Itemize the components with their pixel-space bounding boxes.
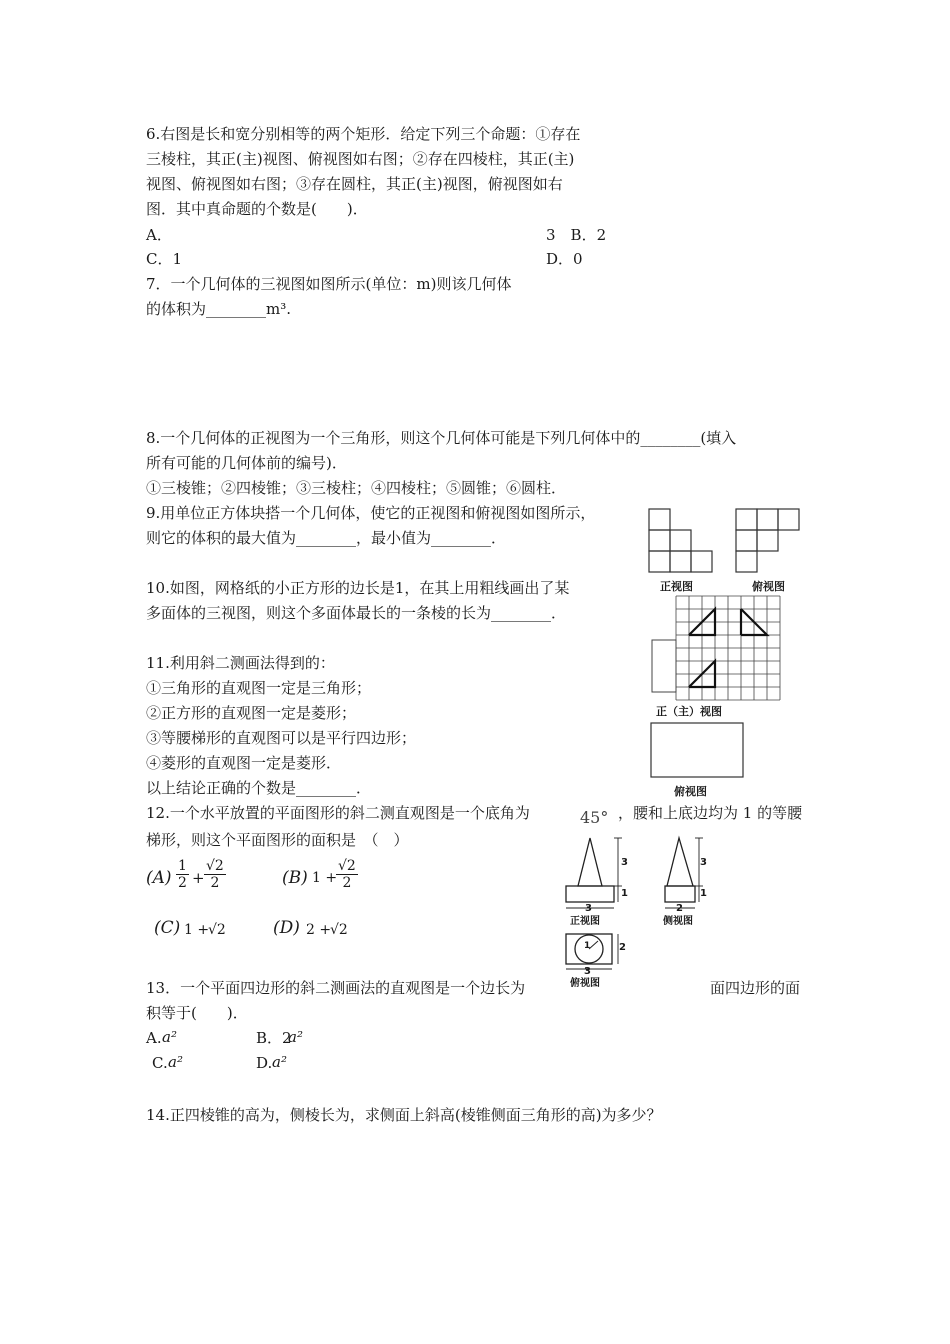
q10-grid-figure bbox=[650, 594, 780, 704]
frac-denominator: 2 bbox=[210, 875, 220, 891]
q12-option-d-two-plus: 2 + bbox=[306, 922, 332, 938]
q12-option-c-label: (C) bbox=[154, 918, 181, 938]
q7-line1: 7．一个几何体的三视图如图所示(单位：m)则该几何体 bbox=[146, 275, 512, 293]
q10-top-view-rect bbox=[650, 722, 744, 778]
q12-option-c-sqrt2: √2 bbox=[208, 922, 226, 938]
q11-line4: ③等腰梯形的直观图可以是平行四边形； bbox=[146, 729, 417, 747]
q9-line1: 9.用单位正方体块搭一个几何体，使它的正视图和俯视图如图所示， bbox=[146, 504, 596, 522]
q13-option-c: C. bbox=[152, 1054, 168, 1072]
q13-option-a: A. bbox=[146, 1029, 162, 1047]
q13-line1b: 面四边形的面 bbox=[710, 979, 801, 997]
q13-option-d: D. bbox=[256, 1054, 273, 1072]
q10-top-label: 俯视图 bbox=[674, 785, 707, 798]
q13-option-a-value: a² bbox=[162, 1028, 177, 1046]
q11-line2: ①三角形的直观图一定是三角形； bbox=[146, 679, 372, 697]
frac-denominator: 2 bbox=[342, 875, 352, 891]
q13-option-c-value: a² bbox=[168, 1053, 183, 1071]
q12-option-d-sqrt2: √2 bbox=[330, 922, 348, 938]
q6-option-c: C．1 bbox=[146, 250, 183, 268]
q11-line1: 11.利用斜二测画法得到的： bbox=[146, 654, 335, 672]
q7-side-dim-2: 2 bbox=[676, 903, 683, 914]
q7-top-radius-1: 1 bbox=[584, 941, 591, 951]
q8-line2: 所有可能的几何体前的编号)． bbox=[146, 454, 347, 472]
q6-option-a: A． bbox=[146, 226, 172, 244]
q6-line2: 三棱柱，其正(主)视图、俯视图如右图；②存在四棱柱，其正(主) bbox=[146, 150, 575, 168]
q12-option-d-label: (D) bbox=[273, 918, 300, 938]
q6-line3: 视图、俯视图如右图；③存在圆柱，其正(主)视图，俯视图如右 bbox=[146, 175, 563, 193]
q12-line1b: ，腰和上底边均为 1 的等腰 bbox=[618, 804, 803, 822]
q9-top-view-figure bbox=[735, 508, 799, 572]
q6-line4: 图．其中真命题的个数是( )． bbox=[146, 200, 368, 218]
q7-top-label: 俯视图 bbox=[570, 978, 600, 989]
q12-option-a-plus: + bbox=[192, 869, 205, 887]
q8-line1: 8.一个几何体的正视图为一个三角形，则这个几何体可能是下列几何体中的________(填入 bbox=[146, 429, 737, 447]
q12-option-a-fraction bbox=[176, 858, 189, 891]
q7-top-dim-3: 3 bbox=[584, 966, 591, 977]
q7-front-dim-bottom-3: 3 bbox=[585, 903, 592, 914]
frac-numerator: √2 bbox=[338, 858, 356, 874]
frac-denominator: 2 bbox=[178, 875, 187, 891]
q10-line2: 多面体的三视图，则这个多面体最长的一条棱的长为________． bbox=[146, 604, 567, 622]
q6-line1: 6.右图是长和宽分别相等的两个矩形．给定下列三个命题：①存在 bbox=[146, 125, 581, 143]
q12-option-a-sqrt-fraction bbox=[204, 858, 226, 891]
q7-front-view-figure bbox=[562, 836, 634, 916]
q12-angle: 45° bbox=[580, 808, 609, 827]
q11-line5: ④菱形的直观图一定是菱形． bbox=[146, 754, 342, 772]
q9-top-label: 俯视图 bbox=[752, 580, 785, 593]
q6-option-a-tail: 3 B．2 bbox=[546, 226, 607, 244]
q10-line1: 10.如图，网格纸的小正方形的边长是1，在其上用粗线画出了某 bbox=[146, 579, 570, 597]
q13-option-b-value: a² bbox=[288, 1028, 303, 1046]
q13-option-d-value: a² bbox=[272, 1053, 287, 1071]
frac-numerator: √2 bbox=[206, 858, 224, 874]
q13-line1a: 13．一个平面四边形的斜二测画法的直观图是一个边长为 bbox=[146, 979, 526, 997]
q7-front-dim-1: 1 bbox=[621, 888, 628, 899]
q6-option-d: D．0 bbox=[546, 250, 583, 268]
q12-option-a-label: (A) bbox=[146, 868, 172, 888]
q13-line2: 积等于( )． bbox=[146, 1004, 248, 1022]
q12-option-b-label: (B) bbox=[282, 868, 308, 888]
q7-front-label: 正视图 bbox=[570, 916, 600, 927]
q7-side-label: 侧视图 bbox=[663, 916, 693, 927]
q13-option-b: B．2 bbox=[256, 1029, 292, 1047]
q7-side-dim-3: 3 bbox=[700, 857, 707, 868]
q12-line1a: 12.一个水平放置的平面图形的斜二测直观图是一个底角为 bbox=[146, 804, 530, 822]
q7-side-view-figure bbox=[663, 836, 713, 916]
q12-option-c-one-plus: 1 + bbox=[184, 922, 210, 938]
q7-side-dim-1: 1 bbox=[700, 888, 707, 899]
q11-line6: 以上结论正确的个数是________． bbox=[146, 779, 372, 797]
q7-front-dim-3: 3 bbox=[621, 857, 628, 868]
q7-line2: 的体积为________m³. bbox=[146, 300, 292, 318]
q9-line2: 则它的体积的最大值为________，最小值为________． bbox=[146, 529, 507, 547]
q11-line3: ②正方形的直观图一定是菱形； bbox=[146, 704, 357, 722]
q12-option-b-fraction bbox=[336, 858, 358, 891]
frac-numerator: 1 bbox=[178, 858, 187, 874]
q12-option-b-one-plus: 1 + bbox=[312, 870, 338, 886]
q10-front-label: 正（主）视图 bbox=[656, 705, 722, 718]
q7-top-dim-2: 2 bbox=[619, 942, 626, 953]
q8-line3: ①三棱锥；②四棱锥；③三棱柱；④四棱柱；⑤圆锥；⑥圆柱． bbox=[146, 479, 567, 497]
q9-front-view-figure bbox=[648, 508, 712, 572]
q9-front-label: 正视图 bbox=[660, 580, 693, 593]
q14-line1: 14.正四棱锥的高为，侧棱长为，求侧面上斜高(棱锥侧面三角形的高)为多少？ bbox=[146, 1106, 662, 1124]
q12-line2: 梯形，则这个平面图形的面积是 （ ） bbox=[146, 831, 409, 849]
